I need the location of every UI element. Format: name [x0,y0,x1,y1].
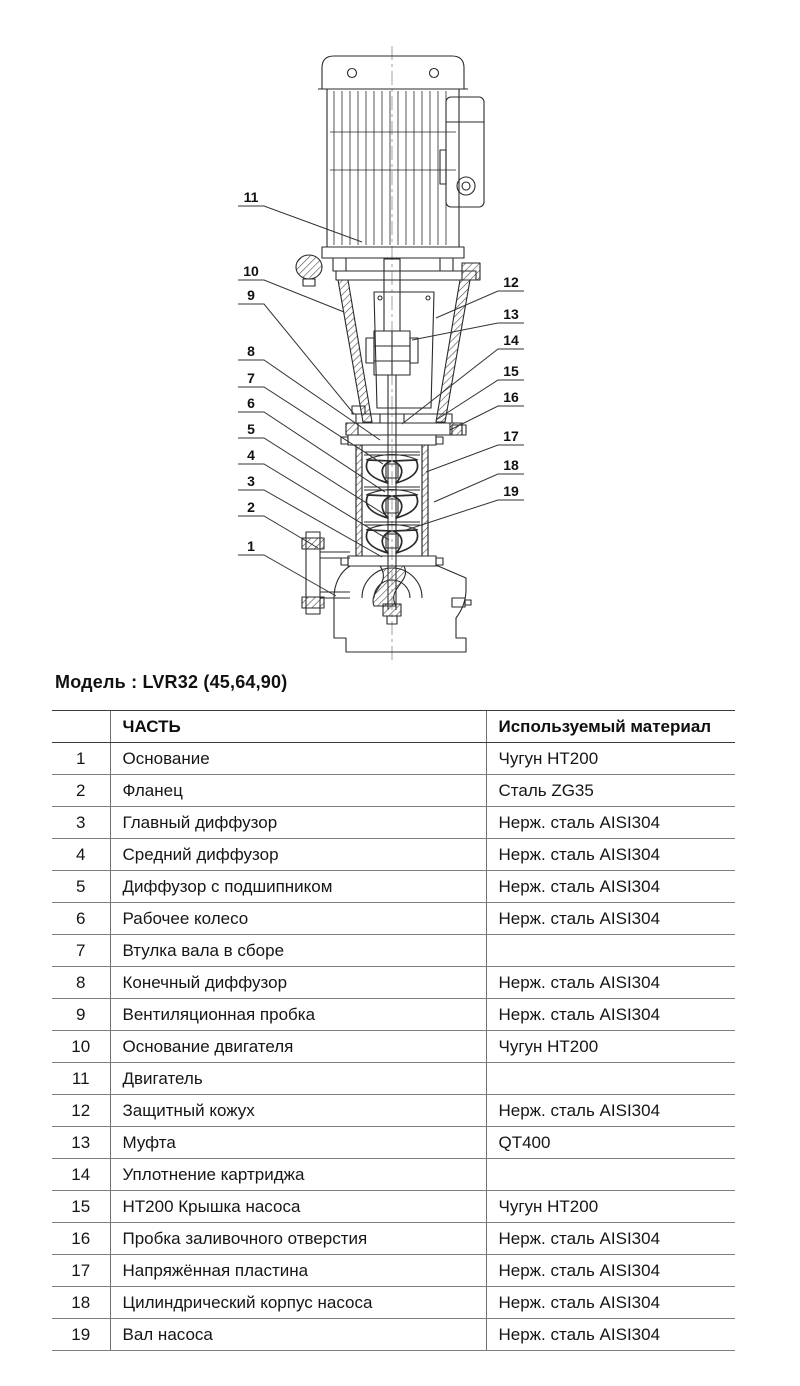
part-material-cell [486,1159,735,1191]
part-row [52,1127,735,1159]
header-part-cell: ЧАСТЬ [110,711,486,743]
callout-number-16: 16 [503,389,519,405]
pump-cross-section-diagram [0,0,800,665]
callout-number-8: 8 [247,343,255,359]
part-material-cell: Нерж. сталь AISI304 [486,903,735,935]
part-name-cell: Основание двигателя [110,1031,486,1063]
part-row [52,839,735,871]
callout-leader-6 [238,412,385,492]
callout-number-6: 6 [247,395,255,411]
part-name-cell: Фланец [110,775,486,807]
part-number-cell: 4 [52,839,110,871]
suction-flange [302,532,350,614]
part-number-cell: 16 [52,1223,110,1255]
callout-number-9: 9 [247,287,255,303]
part-name-cell: Цилиндрический корпус насоса [110,1287,486,1319]
callout-leader-14 [402,349,524,424]
header-number-cell [52,711,110,743]
part-row [52,775,735,807]
part-material-cell: Нерж. сталь AISI304 [486,807,735,839]
part-number-cell: 14 [52,1159,110,1191]
part-row [52,999,735,1031]
callout-number-7: 7 [247,370,255,386]
part-number-cell: 18 [52,1287,110,1319]
part-number-cell: 13 [52,1127,110,1159]
part-row [52,1191,735,1223]
callout-number-13: 13 [503,306,519,322]
part-material-cell: Нерж. сталь AISI304 [486,871,735,903]
part-row [52,1319,735,1351]
part-material-cell [486,1063,735,1095]
part-name-cell: Вентиляционная пробка [110,999,486,1031]
part-number-cell: 11 [52,1063,110,1095]
motor-fin-body [327,89,459,247]
part-row [52,807,735,839]
part-material-cell: Сталь ZG35 [486,775,735,807]
part-name-cell: Диффузор с подшипником [110,871,486,903]
callout-number-1: 1 [247,538,255,554]
callout-leader-5 [238,438,387,516]
callout-number-4: 4 [247,447,255,463]
callout-leader-9 [238,304,354,414]
callout-number-18: 18 [503,457,519,473]
part-material-cell: Чугун HT200 [486,743,735,775]
part-number-cell: 7 [52,935,110,967]
part-number-cell: 6 [52,903,110,935]
part-row [52,1255,735,1287]
cap-screw-icon [348,69,357,78]
part-row [52,1159,735,1191]
callout-number-15: 15 [503,363,519,379]
cable-gland-icon [457,177,475,195]
part-material-cell: Чугун HT200 [486,1031,735,1063]
part-number-cell: 10 [52,1031,110,1063]
model-title: Модель : LVR32 (45,64,90) [55,672,288,692]
callout-number-3: 3 [247,473,255,489]
part-number-cell: 9 [52,999,110,1031]
part-name-cell: Вал насоса [110,1319,486,1351]
part-material-cell: Нерж. сталь AISI304 [486,839,735,871]
part-row [52,1223,735,1255]
callout-number-5: 5 [247,421,255,437]
part-number-cell: 3 [52,807,110,839]
callout-number-2: 2 [247,499,255,515]
part-material-cell: Нерж. сталь AISI304 [486,1223,735,1255]
lifting-eye-icon [296,255,322,279]
callout-number-19: 19 [503,483,519,499]
cap-screw-icon [430,69,439,78]
callout-leader-1 [238,555,336,596]
part-row [52,743,735,775]
part-name-cell: Напряжённая пластина [110,1255,486,1287]
motor [318,56,484,271]
part-row [52,967,735,999]
part-name-cell: Рабочее колесо [110,903,486,935]
part-name-cell: Конечный диффузор [110,967,486,999]
part-material-cell: Нерж. сталь AISI304 [486,1095,735,1127]
part-row [52,935,735,967]
motor-cap [318,56,468,89]
part-name-cell: Пробка заливочного отверстия [110,1223,486,1255]
diagram-area [0,0,800,665]
part-number-cell: 2 [52,775,110,807]
part-material-cell: QT400 [486,1127,735,1159]
part-number-cell: 15 [52,1191,110,1223]
motor-shaft [384,259,400,331]
pump-base [334,566,471,652]
part-number-cell: 5 [52,871,110,903]
part-row [52,1031,735,1063]
part-number-cell: 17 [52,1255,110,1287]
callout-number-17: 17 [503,428,519,444]
part-name-cell: Муфта [110,1127,486,1159]
part-row [52,903,735,935]
callout-number-11: 11 [243,189,259,205]
callout-number-10: 10 [243,263,259,279]
part-material-cell: Нерж. сталь AISI304 [486,1319,735,1351]
part-material-cell: Нерж. сталь AISI304 [486,967,735,999]
part-material-cell: Нерж. сталь AISI304 [486,1255,735,1287]
callouts-layer [238,189,524,596]
part-row [52,1063,735,1095]
callout-number-12: 12 [503,274,519,290]
part-number-cell: 12 [52,1095,110,1127]
part-name-cell: HT200 Крышка насоса [110,1191,486,1223]
part-name-cell: Защитный кожух [110,1095,486,1127]
part-material-cell: Нерж. сталь AISI304 [486,1287,735,1319]
part-row [52,1287,735,1319]
part-row [52,1095,735,1127]
part-name-cell: Втулка вала в сборе [110,935,486,967]
parts-table-body [52,743,735,1351]
part-number-cell: 19 [52,1319,110,1351]
part-name-cell: Двигатель [110,1063,486,1095]
part-material-cell [486,935,735,967]
header-row [52,711,735,743]
part-name-cell: Средний диффузор [110,839,486,871]
part-name-cell: Уплотнение картриджа [110,1159,486,1191]
part-number-cell: 1 [52,743,110,775]
part-material-cell: Чугун HT200 [486,1191,735,1223]
parts-table [52,710,735,1351]
part-name-cell: Главный диффузор [110,807,486,839]
header-material-cell: Используемый материал [486,711,735,743]
junction-box [440,97,484,207]
part-number-cell: 8 [52,967,110,999]
part-material-cell: Нерж. сталь AISI304 [486,999,735,1031]
part-name-cell: Основание [110,743,486,775]
callout-number-14: 14 [503,332,519,348]
part-row [52,871,735,903]
callout-leader-11 [238,206,362,242]
